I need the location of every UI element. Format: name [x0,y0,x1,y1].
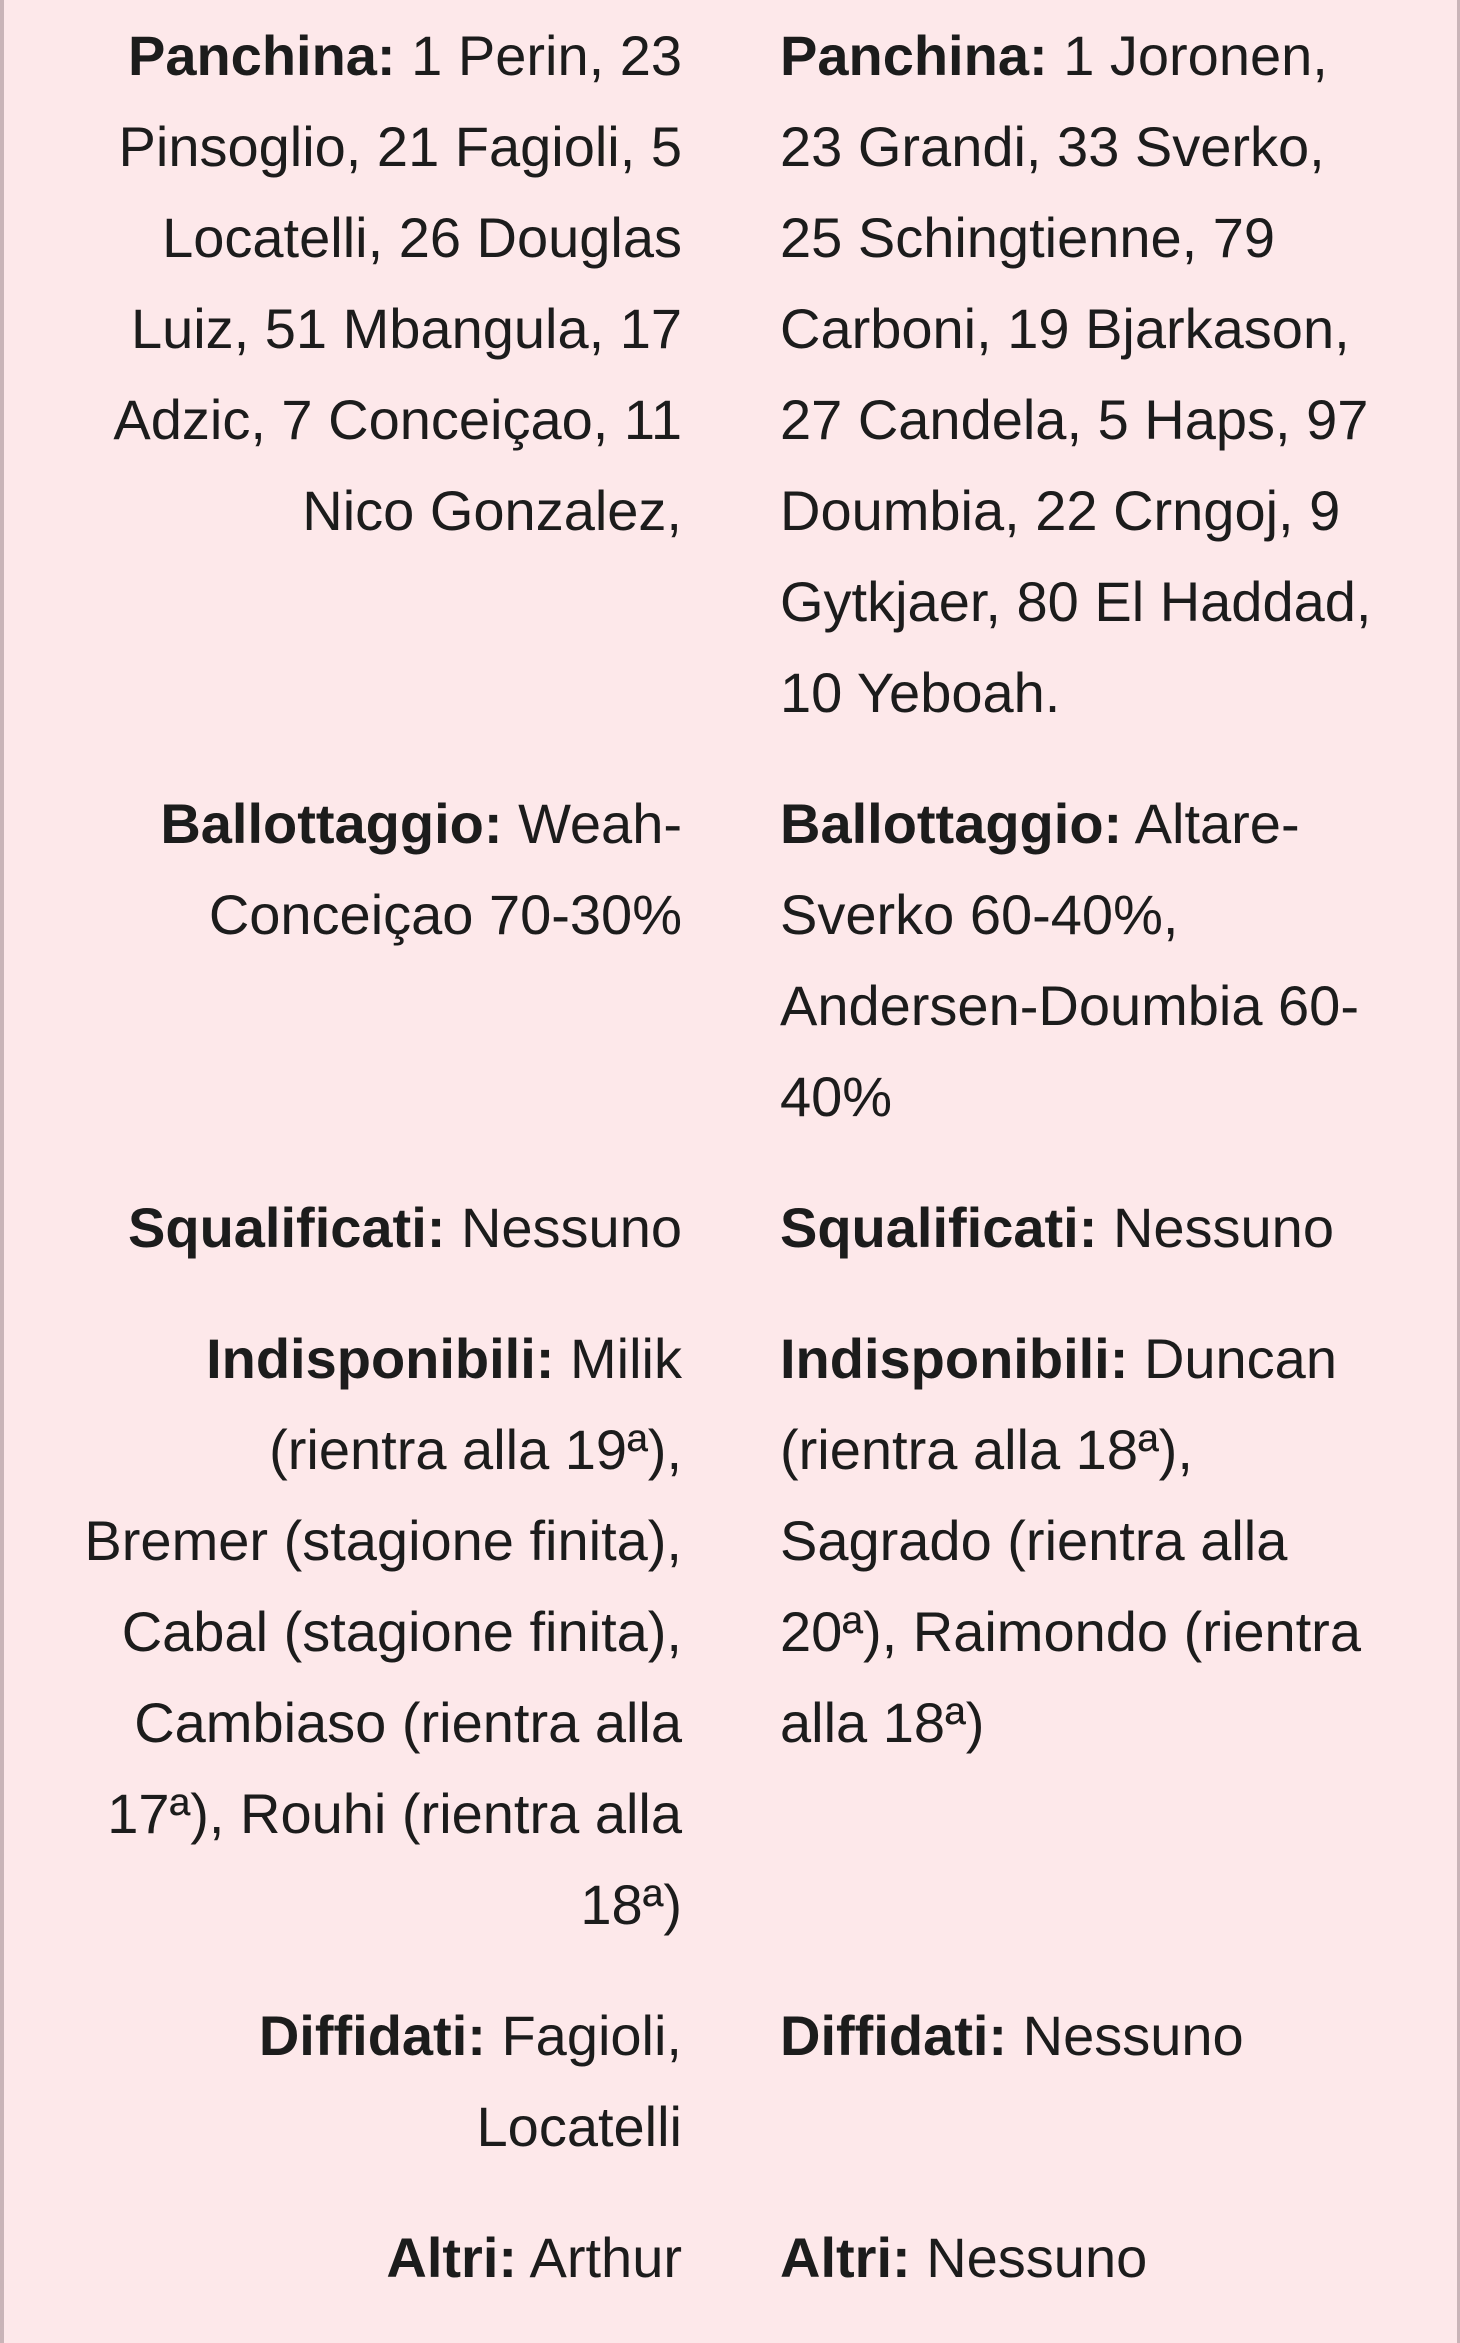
away-cell-indisponibili [682,1313,1460,1768]
value-squalificati-home: Nessuno [460,1196,682,1259]
value-panchina-home: 1 Perin, 23 Pinsoglio, 21 Fagioli, 5 Locatelli, 26 Douglas Luiz, 51 Mbangula, 17 Adzic, 7 Conceiçao, 11 Nico Gonzalez, [113,24,682,542]
label-panchina-away: Panchina: [780,24,1048,87]
row-ballottaggio [0,778,1460,1142]
value-indisponibili-home: Milik (rientra alla 19ª), Bremer (stagione finita), Cabal (stagione finita), Cambiaso (rientra alla 17ª), Rouhi (rientra alla 18ª) [84,1327,682,1936]
home-cell-diffidati [0,1990,682,2172]
value-diffidati-home: Fagioli, Locatelli [476,2004,682,2158]
row-altri [0,2212,1460,2303]
value-panchina-away: 1 Joronen, 23 Grandi, 33 Sverko, 25 Schingtienne, 79 Carboni, 19 Bjarkason, 27 Candela, 5 Haps, 97 Doumbia, 22 Crngoj, 9 Gytkjaer, 80 El Haddad, 10 Yeboah. [780,24,1372,724]
home-cell-panchina [0,10,682,556]
row-squalificati [0,1182,1460,1273]
label-squalificati-home: Squalificati: [128,1196,446,1259]
away-cell-diffidati [682,1990,1460,2081]
value-ballottaggio-away: Altare-Sverko 60-40%, Andersen-Doumbia 60-40% [780,792,1359,1128]
label-indisponibili-away: Indisponibili: [780,1327,1129,1390]
home-cell-indisponibili [0,1313,682,1950]
row-panchina [0,10,1460,738]
label-indisponibili-home: Indisponibili: [206,1327,555,1390]
away-cell-squalificati [682,1182,1460,1273]
away-cell-ballottaggio [682,778,1460,1142]
value-altri-home: Arthur [529,2226,682,2289]
row-diffidati [0,1990,1460,2172]
label-ballottaggio-away: Ballottaggio: [780,792,1123,855]
away-cell-panchina [682,10,1460,738]
home-cell-altri [0,2212,682,2303]
label-diffidati-away: Diffidati: [780,2004,1008,2067]
away-cell-altri [682,2212,1460,2303]
label-squalificati-away: Squalificati: [780,1196,1098,1259]
label-altri-home: Altri: [386,2226,518,2289]
value-ballottaggio-home: Weah-Conceiçao 70-30% [208,792,682,946]
home-cell-squalificati [0,1182,682,1273]
label-diffidati-home: Diffidati: [258,2004,486,2067]
home-cell-ballottaggio [0,778,682,960]
value-altri-away: Nessuno [926,2226,1148,2289]
value-indisponibili-away: Duncan (rientra alla 18ª), Sagrado (rientra alla 20ª), Raimondo (rientra alla 18ª) [780,1327,1361,1754]
label-ballottaggio-home: Ballottaggio: [160,792,503,855]
label-altri-away: Altri: [780,2226,911,2289]
value-diffidati-away: Nessuno [1022,2004,1244,2067]
label-panchina-home: Panchina: [127,24,396,87]
row-indisponibili [0,1313,1460,1950]
value-squalificati-away: Nessuno [1112,1196,1334,1259]
lineup-info-table [0,10,1460,2303]
